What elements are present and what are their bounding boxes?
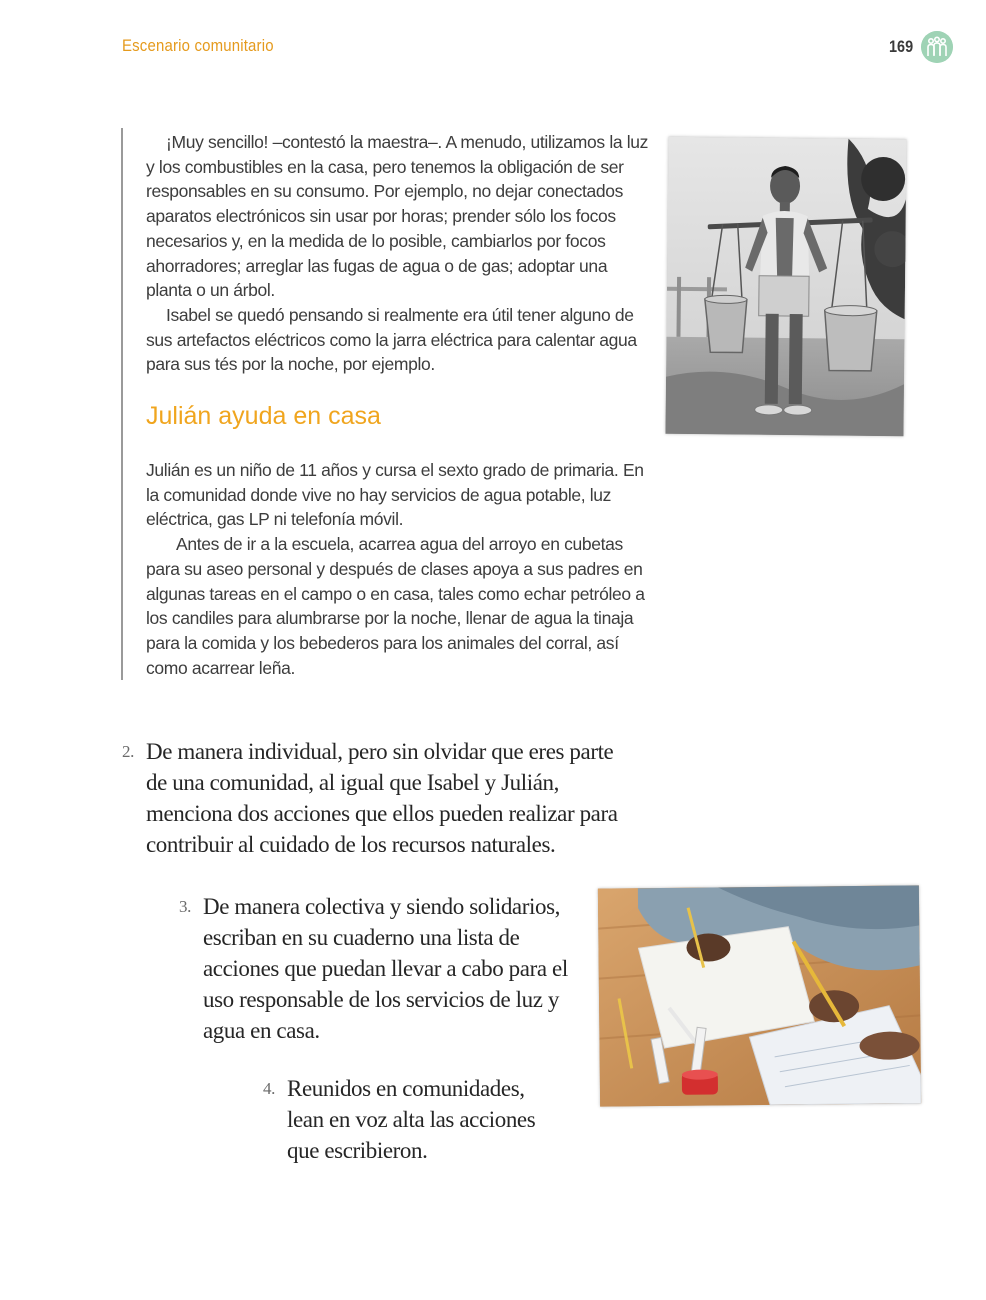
activity-text: Reunidos en comunidades, lean en voz alta las acciones que escribieron. — [287, 1076, 536, 1163]
activity-number: 3. — [179, 897, 191, 916]
section-title: Julián ayuda en casa — [146, 402, 381, 430]
story-paragraph: Antes de ir a la escuela, acarrea agua del arroyo en cubetas para su aseo personal y después de clases apoya a sus padres en algunas tareas en el campo o en casa, tales como echar petróleo a los candiles para alumbrarse por la noche, llenar de agua la tinaja para la comida y los bebederos para los animales del corral, así como acarrear leña. — [146, 534, 645, 678]
community-icon — [921, 31, 953, 63]
activity-item — [179, 891, 573, 1046]
story-part-isabel — [146, 130, 651, 377]
page-number: 169 — [889, 37, 914, 56]
story-part-julian — [146, 458, 651, 680]
activity-text: De manera colectiva y siendo solidarios, escriban en su cuaderno una lista de acciones que puedan llevar a cabo para el uso responsable de los servicios de luz y agua en casa. — [203, 894, 568, 1043]
boy-carrying-water-buckets-photo — [665, 137, 906, 436]
activity-number: 2. — [122, 742, 134, 761]
story-left-rule — [121, 128, 123, 680]
activity-item — [122, 736, 626, 860]
section-header: Escenario comunitario — [122, 36, 274, 55]
activity-text: De manera individual, pero sin olvidar que eres parte de una comunidad, al igual que Isabel y Julián, menciona dos acciones que ellos pueden realizar para contribuir al cuidado de los recursos naturales. — [146, 739, 618, 857]
story-paragraph: ¡Muy sencillo! –contestó la maestra–. A menudo, utilizamos la luz y los combustibles en la casa, pero tenemos la obligación de ser responsables en su consumo. Por ejemplo, no dejar conectados aparatos electrónicos sin usar por horas; prender sólo los focos necesarios y, en la medida de lo posible, cambiarlos por focos ahorradores; arreglar las fugas de agua o de gas; adoptar una planta o un árbol. — [146, 132, 649, 301]
story-paragraph: Isabel se quedó pensando si realmente era útil tener alguno de sus artefactos eléctricos como la jarra eléctrica para calentar agua para sus tés por la noche, por ejemplo. — [146, 304, 637, 375]
activity-number: 4. — [263, 1079, 275, 1098]
children-writing-at-table-photo — [598, 885, 921, 1106]
story-paragraph: Julián es un niño de 11 años y cursa el sexto grado de primaria. En la comunidad donde vive no hay servicios de agua potable, luz eléctrica, gas LP ni telefonía móvil. — [146, 460, 644, 530]
activity-item — [263, 1073, 542, 1166]
